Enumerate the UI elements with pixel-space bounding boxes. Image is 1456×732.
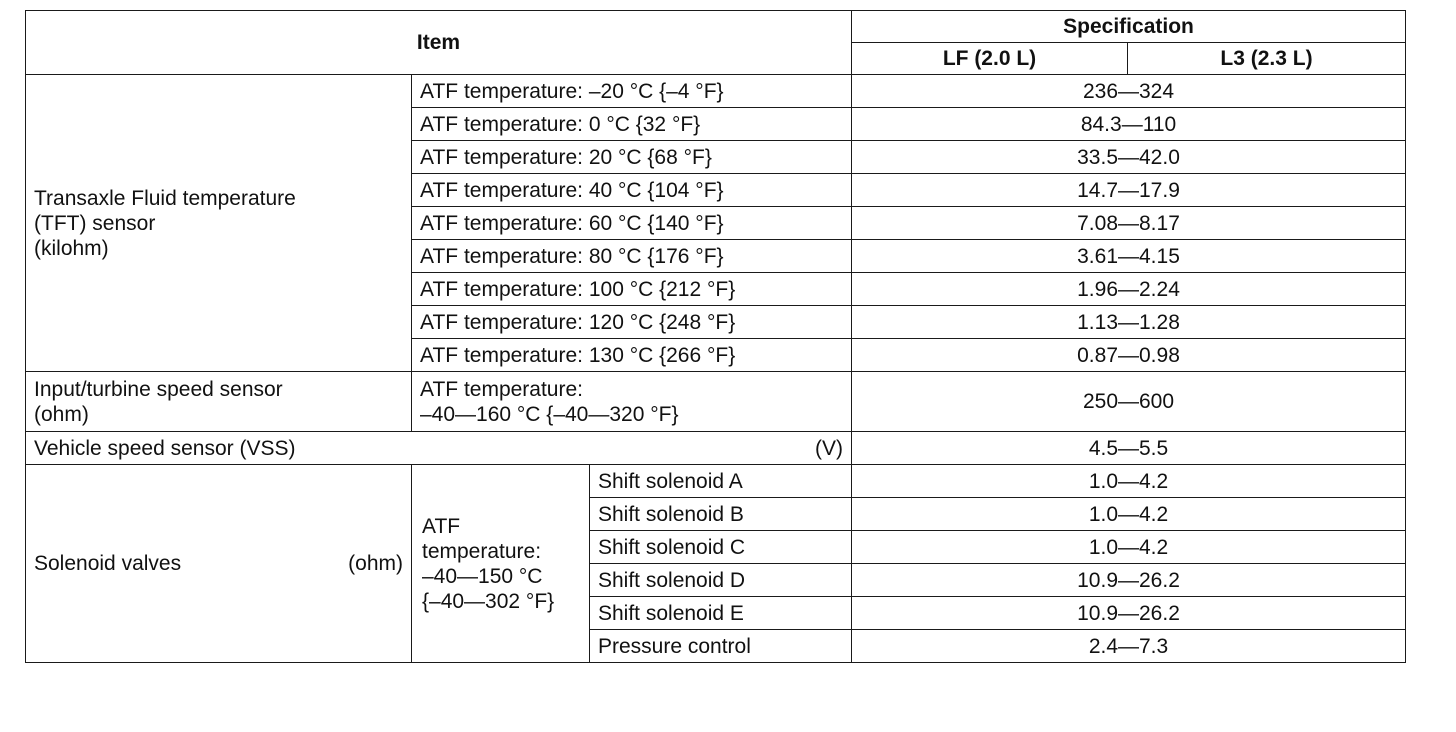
solenoid-value: 1.0—4.2	[852, 531, 1406, 564]
vss-row	[26, 432, 1406, 465]
tft-condition: ATF temperature: 100 °C {212 °F}	[412, 273, 852, 306]
lf-engine-header: LF (2.0 L)	[852, 43, 1128, 75]
tft-value: 14.7—17.9	[852, 174, 1406, 207]
vss-unit: (V)	[815, 436, 843, 460]
item-header: Item	[26, 11, 852, 75]
tft-value: 84.3—110	[852, 108, 1406, 141]
solenoid-value: 10.9—26.2	[852, 597, 1406, 630]
solenoid-unit: (ohm)	[348, 552, 403, 575]
specification-table	[25, 10, 1406, 663]
solenoid-label: Solenoid valves	[34, 552, 182, 575]
solenoid-value: 10.9—26.2	[852, 564, 1406, 597]
tft-condition: ATF temperature: 40 °C {104 °F}	[412, 174, 852, 207]
turbine-row	[26, 372, 1406, 432]
solenoid-value: 1.0—4.2	[852, 498, 1406, 531]
solenoid-condition: ATF temperature: –40—150 °C {–40—302 °F}	[412, 465, 590, 663]
tft-value: 1.96—2.24	[852, 273, 1406, 306]
tft-value: 7.08—8.17	[852, 207, 1406, 240]
tft-condition: ATF temperature: 60 °C {140 °F}	[412, 207, 852, 240]
header-row	[26, 11, 1406, 43]
tft-value: 0.87—0.98	[852, 339, 1406, 372]
solenoid-name: Shift solenoid D	[590, 564, 852, 597]
tft-value: 236—324	[852, 75, 1406, 108]
tft-value: 33.5—42.0	[852, 141, 1406, 174]
solenoid-value: 1.0—4.2	[852, 465, 1406, 498]
solenoid-name: Pressure control	[590, 630, 852, 663]
tft-condition: ATF temperature: 20 °C {68 °F}	[412, 141, 852, 174]
turbine-condition: ATF temperature: –40—160 °C {–40—320 °F}	[412, 372, 852, 432]
specification-header: Specification	[852, 11, 1406, 43]
vss-label: Vehicle speed sensor (VSS)	[34, 436, 296, 460]
solenoid-name: Shift solenoid C	[590, 531, 852, 564]
solenoid-row	[26, 465, 1406, 498]
tft-row	[26, 75, 1406, 108]
solenoid-name: Shift solenoid B	[590, 498, 852, 531]
solenoid-name: Shift solenoid A	[590, 465, 852, 498]
turbine-sensor-label: Input/turbine speed sensor (ohm)	[26, 372, 412, 432]
tft-condition: ATF temperature: 80 °C {176 °F}	[412, 240, 852, 273]
tft-condition: ATF temperature: 120 °C {248 °F}	[412, 306, 852, 339]
vss-label-cell	[26, 432, 852, 465]
tft-value: 1.13—1.28	[852, 306, 1406, 339]
l3-engine-header: L3 (2.3 L)	[1128, 43, 1406, 75]
solenoid-name: Shift solenoid E	[590, 597, 852, 630]
tft-condition: ATF temperature: –20 °C {–4 °F}	[412, 75, 852, 108]
vss-value: 4.5—5.5	[852, 432, 1406, 465]
tft-value: 3.61—4.15	[852, 240, 1406, 273]
tft-condition: ATF temperature: 130 °C {266 °F}	[412, 339, 852, 372]
turbine-value: 250—600	[852, 372, 1406, 432]
tft-condition: ATF temperature: 0 °C {32 °F}	[412, 108, 852, 141]
tft-sensor-label: Transaxle Fluid temperature (TFT) sensor (kilohm)	[26, 75, 412, 372]
solenoid-label-cell	[26, 465, 412, 663]
solenoid-value: 2.4—7.3	[852, 630, 1406, 663]
